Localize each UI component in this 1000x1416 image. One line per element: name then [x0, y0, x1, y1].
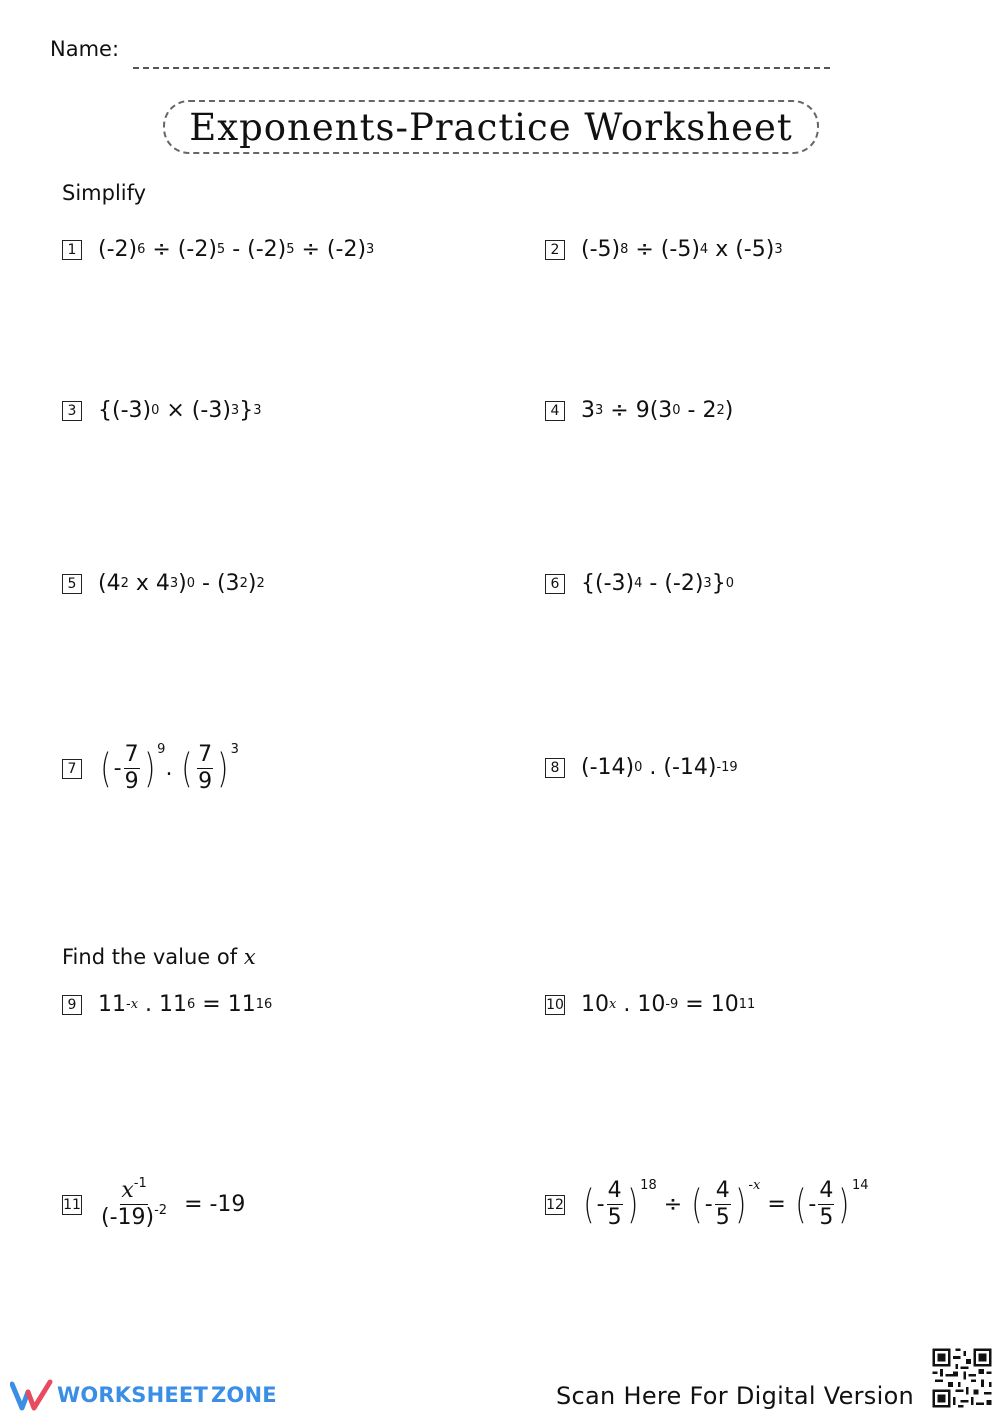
name-line[interactable] — [133, 67, 830, 69]
section-simplify: Simplify — [62, 181, 147, 205]
title-box — [163, 100, 819, 154]
problem-expression: {(-3) 4 - (-2) 3 } 0 — [581, 571, 734, 596]
problem-number: 12 — [546, 1196, 564, 1213]
problem-expression: {(-3) 0 × (-3) 3 } 3 — [98, 398, 262, 423]
problem-expression: $\frac{x^{-1}}{(-19)^{-2}}$ = -19 — [101, 1176, 246, 1230]
problem-number: 1 — [62, 240, 82, 260]
brand-name — [57, 1383, 277, 1407]
problem-number: 3 — [62, 401, 82, 421]
problem-number: 4 — [545, 401, 565, 421]
brand-word-2: ZONE — [210, 1383, 277, 1407]
problem-4 — [545, 398, 733, 423]
problem-number: 8 — [545, 758, 565, 778]
problem-expression: (4 2 x 4 3 ) 0 - (3 2 ) 2 — [98, 571, 265, 596]
brand-word-1: WORKSHEET — [57, 1383, 208, 1407]
problem-expression: (-5) 8 ÷ (-5) 4 x (-5) 3 — [581, 237, 783, 262]
problem-expression: ( - $\frac{4}{5}$ ) 18 ÷ ( - $\frac{4}{5}$ ) -x = ( - $\frac{4}{5}$ ) 14 — [583, 1178, 869, 1230]
problem-expression: 11 -x . 11 6 = 11 16 — [98, 992, 273, 1017]
problem-expression: (-14) 0 . (-14) -19 — [581, 755, 738, 780]
problem-11 — [62, 1176, 246, 1230]
problem-3 — [62, 398, 261, 423]
problem-expression: ( - $\frac{7}{9}$ ) 9 . ( $\frac{7}{9}$ ) 3 — [100, 742, 239, 794]
problem-number: 5 — [62, 574, 82, 594]
section-find-value — [62, 945, 256, 969]
problem-expression: 3 3 ÷ 9(3 0 - 2 2 ) — [581, 398, 734, 423]
problem-2 — [545, 237, 783, 262]
problem-7 — [62, 744, 239, 793]
problem-expression: 10 x . 10 -9 = 10 11 — [581, 992, 756, 1017]
problem-5 — [62, 571, 265, 596]
problem-9 — [62, 992, 272, 1017]
section-variable: x — [243, 945, 256, 969]
section-find-value-label: Find the value of — [62, 945, 238, 969]
problem-1 — [62, 237, 374, 262]
problem-6 — [545, 571, 734, 596]
brand-logo[interactable] — [10, 1378, 277, 1412]
problem-number: 2 — [545, 240, 565, 260]
worksheet-zone-logo-icon — [10, 1378, 54, 1412]
problem-8 — [545, 755, 738, 780]
problem-number: 11 — [63, 1196, 81, 1213]
problem-number: 6 — [545, 574, 565, 594]
page-title: Exponents-Practice Worksheet — [189, 105, 793, 149]
problem-number: 9 — [62, 995, 82, 1015]
qr-code-icon[interactable] — [930, 1346, 994, 1410]
problem-number: 10 — [546, 996, 564, 1013]
problem-10 — [545, 992, 755, 1017]
problem-12 — [545, 1180, 869, 1229]
problem-expression: (-2) 6 ÷ (-2) 5 - (-2) 5 ÷ (-2) 3 — [98, 237, 375, 262]
problem-number: 7 — [62, 759, 82, 779]
scan-instruction: Scan Here For Digital Version — [556, 1382, 915, 1410]
name-label: Name: — [50, 37, 120, 61]
